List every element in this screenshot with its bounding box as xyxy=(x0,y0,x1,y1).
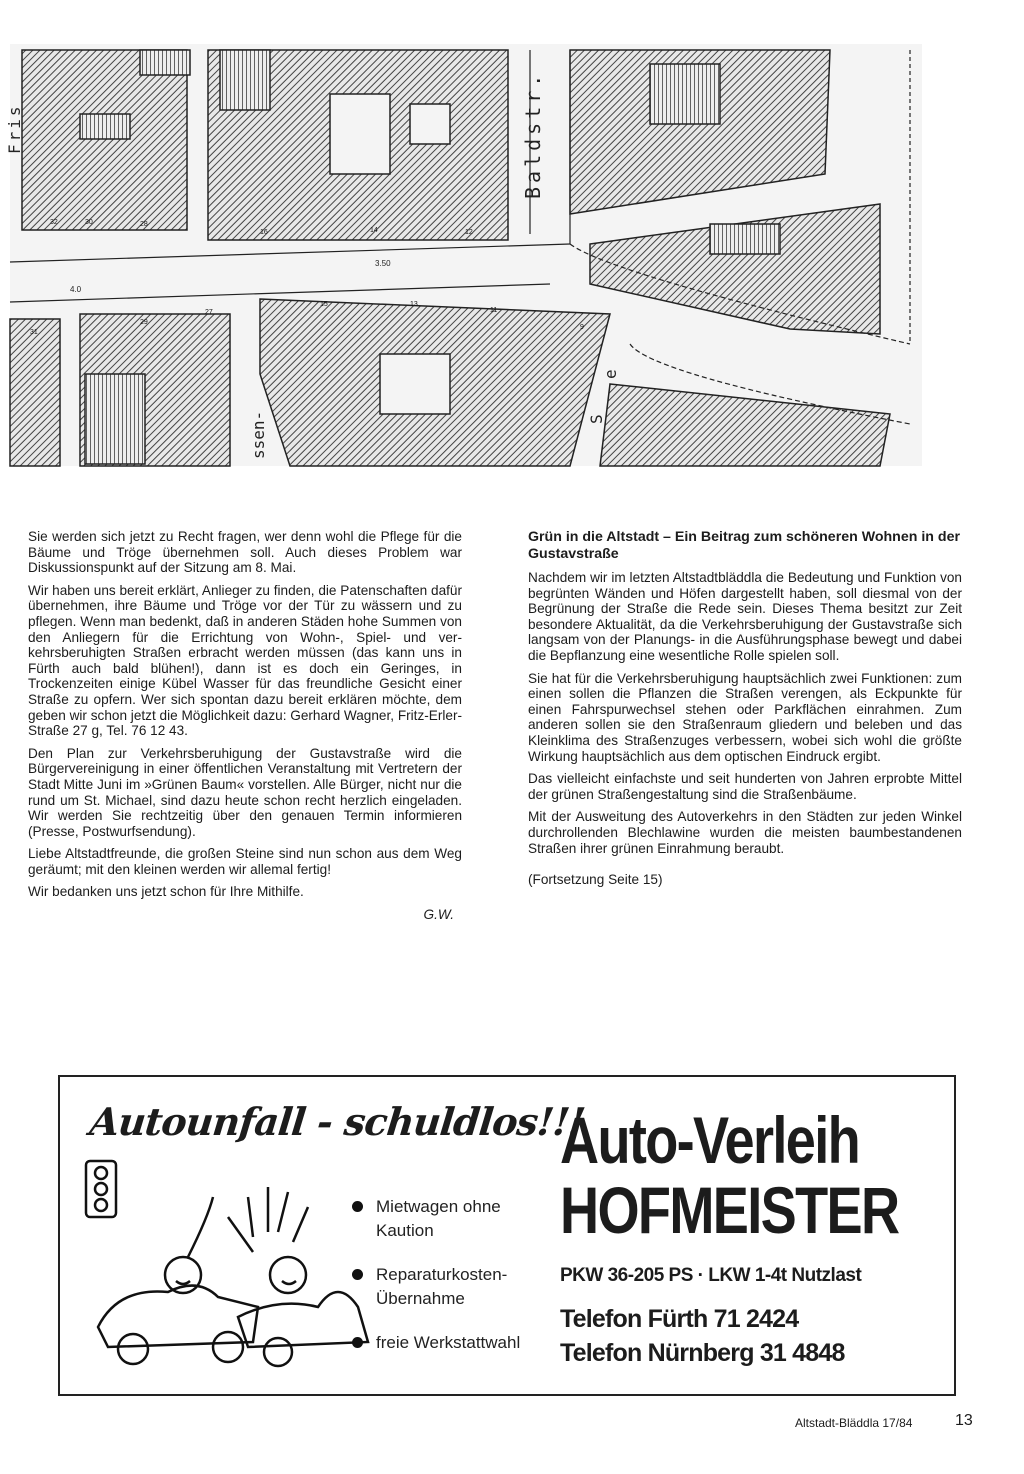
left-article-column xyxy=(28,529,462,930)
street-label-baldstr: Baldstr. xyxy=(521,70,545,199)
house-number: 15 xyxy=(320,301,328,308)
paragraph: Sie werden sich jetzt zu Recht fragen, wer denn wohl die Pflege für die Bäume und Tröge übernehmen soll. Auch dieses Problem war Diskussionspunkt auf der Sitzung am 8. Mai. xyxy=(28,529,462,576)
house-number: 14 xyxy=(370,227,378,234)
ad-vehicle-specs: PKW 36-205 PS · LKW 1-4t Nutzlast xyxy=(560,1265,862,1286)
house-number: 32 xyxy=(50,219,58,226)
benefit-item: Reparaturkosten-Übernahme xyxy=(350,1263,556,1311)
paragraph: Sie hat für die Verkehrsberuhigung hauptsächlich zwei Funktionen: zum einen sollen die Pflanzen die Straßen verengen, als Eckpunkte für einen Fahrspurwechsel stehen oder Parkflächen einrahmen. Zum anderen sollen sie den Straßenraum gliedern und beleben und das Kleinklima des Straßenzuges verbessern, wobei sich wohl die größte Wirkung hauptsächlich aus dem optischen Eindruck ergibt. xyxy=(528,670,962,764)
dimension-350: 3.50 xyxy=(375,259,391,268)
paragraph: Den Plan zur Verkehrsberuhigung der Gustavstraße wird die Bürgervereinigung in einer öffentlichen Veranstaltung mit Vertretern der Stadt Mitte Juni im »Grünen Baum« vorstellen. Alle Bürger, nicht nur die rund um St. Michael, sind dazu heute schon recht herzlich eingeladen. Wir werden Sie rechtzeitig über den genauen Termin informieren (Presse, Postwurfsendung). xyxy=(28,745,462,839)
right-article-column xyxy=(528,529,962,895)
paragraph: Wir haben uns bereit erklärt, Anlieger zu finden, die Patenschaften dafür übernehmen, ihre Bäume und Tröge vor der Tür zu wässern und zu pflegen. Wenn man bedenkt, daß in anderen Städen hohe Summen von den Anliegern für die Errichtung von Wohn-, Spiel- und verkehrsberuhigten Straßen erbracht werden müssen (das kann uns in Fürth auch bald blühen!), dann ist es doch ein Geringes, in Trockenzeiten einige Kübel Wasser für das freundliche Gesicht einer Straße zu opfern. Wer sich spontan dazu bereit erklären möchte, dem geben wir schon jetzt die Möglichkeit dazu: Gerhard Wagner, Fritz-Erler-Straße 27 g, Tel. 76 12 43. xyxy=(28,582,462,739)
ad-brand-line2: HOFMEISTER xyxy=(560,1173,899,1247)
paragraph: Wir bedanken uns jetzt schon für Ihre Mithilfe. xyxy=(28,884,304,900)
crash-cars-icon xyxy=(98,1187,368,1366)
street-label-s: S xyxy=(587,414,606,424)
street-label-fris: Fris xyxy=(5,103,24,154)
traffic-light-icon xyxy=(86,1161,116,1217)
paragraph: Das vielleicht einfachste und seit hunderten von Jahren erprobte Mittel der grünen Straßengestaltung sind die Straßenbäume. xyxy=(528,771,962,802)
house-number: 29 xyxy=(140,319,148,326)
paragraph: Liebe Altstadtfreunde, die großen Steine sind nun schon aus dem Weg geräumt; mit den kleinen werden wir allemal fertig! xyxy=(28,846,462,877)
ad-phone-nuernberg: Telefon Nürnberg 31 4848 xyxy=(560,1339,845,1367)
house-number: 27 xyxy=(205,309,213,316)
house-number: 30 xyxy=(85,219,93,226)
benefit-item: freie Werkstattwahl xyxy=(350,1331,556,1355)
house-number: 31 xyxy=(30,329,38,336)
street-map xyxy=(5,44,922,466)
page-number: 13 xyxy=(955,1412,973,1429)
ad-phone-fuerth: Telefon Fürth 71 2424 xyxy=(560,1305,799,1333)
paragraph: Nachdem wir im letzten Altstadtbläddla die Bedeutung und Funktion von begrünten Wänden und Höfen dargestellt haben, soll diesmal von der Begrünung der Straße die Rede sein. Dieses Thema besitzt zur Zeit besondere Aktualität, da die Verkehrsberuhigung der Gustavstraße sich langsam von der Planungs- in die Ausführungsphase bewegt und dabei die Bepflanzung eine wesentliche Rolle spielen soll. xyxy=(528,570,962,663)
paragraph: Mit der Ausweitung des Autoverkehrs in den Städten zur jeden Winkel durchrollenden Blechlawine wurden die meisten baumbestandenen Straßen ihrer grünen Einrahmung beraubt. xyxy=(528,809,962,856)
ad-benefits-list xyxy=(350,1195,556,1375)
article-headline: Grün in die Altstadt – Ein Beitrag zum schöneren Wohnen in der Gustavstraße xyxy=(528,529,960,562)
house-number: 28 xyxy=(140,221,148,228)
house-number: 11 xyxy=(490,307,498,314)
publication-footer: Altstadt-Bläddla 17/84 xyxy=(795,1416,913,1430)
house-number: 12 xyxy=(465,229,473,236)
house-number: 9 xyxy=(580,324,584,331)
advertisement xyxy=(58,1075,956,1396)
dimension-40: 4.0 xyxy=(70,285,82,294)
house-number: 13 xyxy=(410,301,418,308)
benefit-item: Mietwagen ohne Kaution xyxy=(350,1195,556,1243)
street-label-ssen: ssen- xyxy=(249,410,268,459)
ad-headline: Autounfall - schuldlos!!! xyxy=(87,1099,587,1144)
street-label-e: e xyxy=(601,369,620,379)
ad-brand-line1: Auto-Verleih xyxy=(560,1103,860,1177)
continuation-note: (Fortsetzung Seite 15) xyxy=(528,872,663,888)
car-crash-illustration xyxy=(78,1157,378,1377)
signature: G.W. xyxy=(423,907,454,923)
house-number: 16 xyxy=(260,229,268,236)
